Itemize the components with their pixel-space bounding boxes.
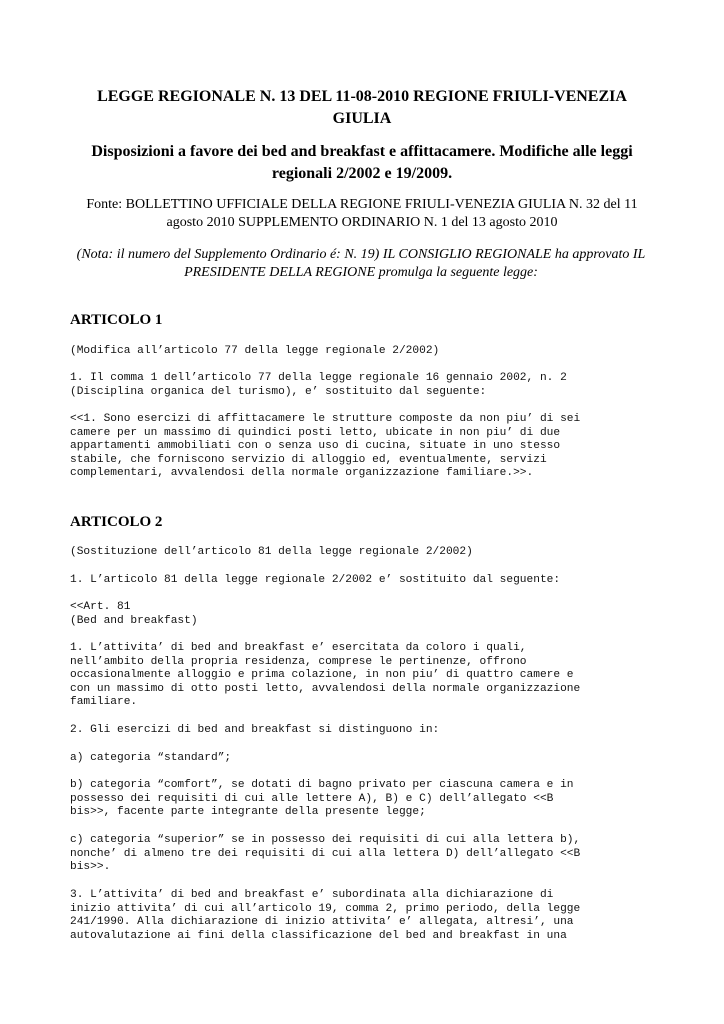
document-source: Fonte: BOLLETTINO UFFICIALE DELLA REGIONE FRIULI-VENEZIA GIULIA N. 32 del 11 agosto 2010 SUPPLEMENTO ORDINARIO N. 1 del 13 agosto 2010	[86, 197, 638, 230]
article-2-category-c: c) categoria “superior” se in possesso dei requisiti di cui alla lettera b), nonche’ di almeno tre dei requisiti di cui alla lettera D) dell’allegato <<B bis>>.	[70, 834, 581, 873]
article-2-category-b: b) categoria “comfort”, se dotati di bagno privato per ciascuna camera e in possesso dei requisiti di cui alle lettere A), B) e C) dell’allegato <<B bis>>, facente parte integrante della presente legge;	[70, 779, 574, 818]
article-2-paragraph-1: 1. L’articolo 81 della legge regionale 2/2002 e’ sostituito dal seguente:	[70, 574, 561, 586]
article-2-category-a: a) categoria “standard”;	[70, 752, 232, 764]
article-1-paragraph-1: 1. Il comma 1 dell’articolo 77 della legge regionale 16 gennaio 2002, n. 2 (Disciplina organica del turismo), e’ sostituito dal seguente:	[70, 372, 567, 398]
document-subtitle: Disposizioni a favore dei bed and breakfast e affittacamere. Modifiche alle leggi regionali 2/2002 e 19/2009.	[91, 143, 633, 182]
article-1-paragraph-2: <<1. Sono esercizi di affittacamere le strutture composte da non piu’ di sei camere per un massimo di quindici posti letto, ubicate in non piu’ di due appartamenti ammobiliati con o senza uso di cucina, situate in uno stesso stabile, che forniscono servizio di alloggio ed, eventualmente, servizi complementari, avvalendosi della normale organizzazione familiare.>>.	[70, 413, 581, 479]
article-1-rubric: (Modifica all’articolo 77 della legge regionale 2/2002)	[70, 345, 440, 357]
article-2-comma-2: 2. Gli esercizi di bed and breakfast si distinguono in:	[70, 724, 440, 736]
article-2-comma-3: 3. L’attivita’ di bed and breakfast e’ subordinata alla dichiarazione di inizio attivita’ di cui all’articolo 19, comma 2, primo periodo, della legge 241/1990. Alla dichiarazione di inizio attivita’ e’ allegata, altresi’, una autovalutazione ai fini della classificazione del bed and breakfast in una	[70, 889, 581, 942]
article-2-heading: ARTICOLO 2	[70, 514, 163, 530]
article-2-comma-1: 1. L’attivita’ di bed and breakfast e’ esercitata da coloro i quali, nell’ambito della propria residenza, comprese le pertinenze, offrono occasionalmente alloggio e prima colazione, in non piu’ di quattro camere e con un massimo di otto posti letto, avvalendosi della normale organizzazione familiare.	[70, 642, 581, 708]
article-2-rubric: (Sostituzione dell’articolo 81 della legge regionale 2/2002)	[70, 546, 473, 558]
article-2-art-title: <<Art. 81 (Bed and breakfast)	[70, 601, 198, 627]
document-note: (Nota: il numero del Supplemento Ordinario é: N. 19) IL CONSIGLIO REGIONALE ha approvato IL PRESIDENTE DELLA REGIONE promulga la seguente legge:	[76, 247, 646, 280]
article-1-heading: ARTICOLO 1	[70, 312, 163, 328]
document-title: LEGGE REGIONALE N. 13 DEL 11-08-2010 REGIONE FRIULI-VENEZIA GIULIA	[97, 88, 627, 127]
